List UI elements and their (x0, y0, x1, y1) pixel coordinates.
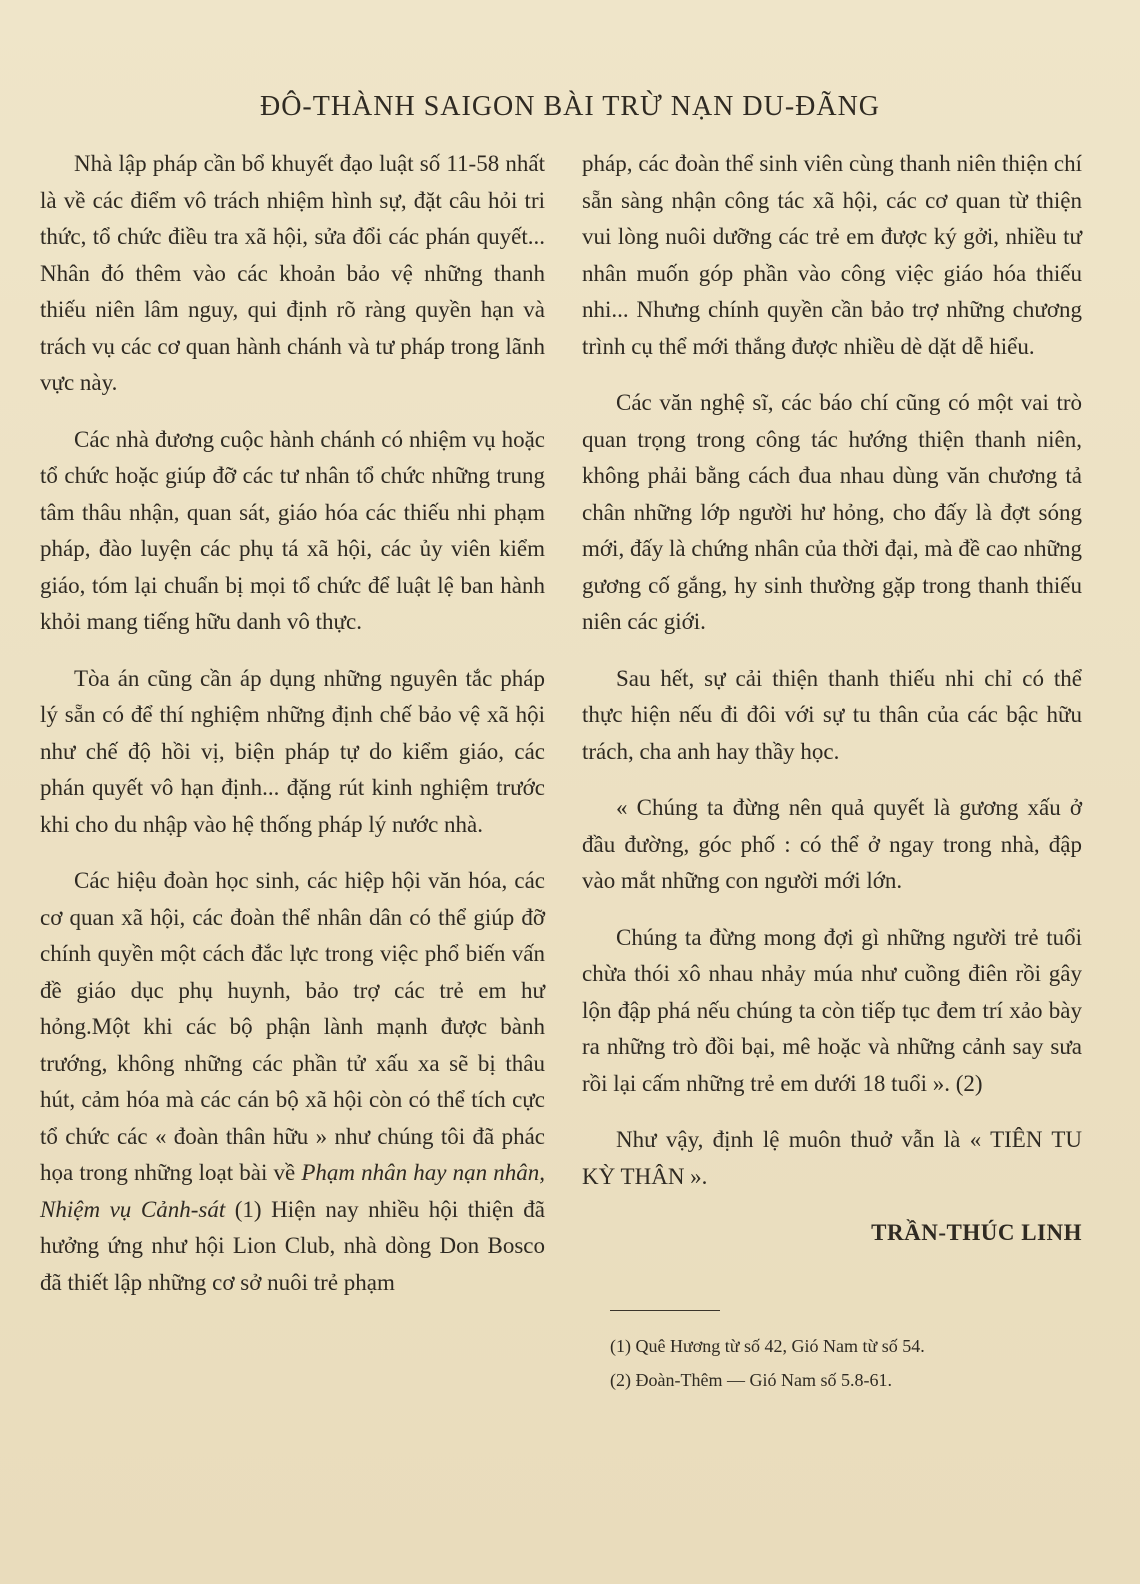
paragraph-continuation: pháp, các đoàn thể sinh viên cùng thanh niên thiện chí sẵn sàng nhận công tác xã hội, các cơ quan từ thiện vui lòng nuôi dưỡng các trẻ em được ký gởi, nhiều tư nhân muốn góp phần vào công việc giáo hóa thiếu nhi... Nhưng chính quyền cần bảo trợ những chương trình cụ thể mới thắng được nhiều dè dặt dễ hiểu. (582, 151, 1082, 359)
footnote-divider (610, 1310, 720, 1311)
italic-series-title: Phạm nhân hay nạn nhân, Nhiệm vụ Cảnh-sát (40, 1160, 545, 1222)
quote-paragraph: Chúng ta đừng mong đợi gì những người trẻ tuổi chừa thói xô nhau nhảy múa như cuồng điên rồi gây lộn đập phá nếu chúng ta còn tiếp tục đem trí xảo bày ra những trò đồi bại, mê hoặc và những cảnh say sưa rồi lại cấm những trẻ em dưới 18 tuổi ». (2) (582, 924, 1082, 1096)
paragraph (40, 863, 545, 1301)
left-column (40, 146, 545, 1321)
author-signature: TRẦN-THÚC LINH (871, 1220, 1082, 1245)
paragraph: Các văn nghệ sĩ, các báo chí cũng có một vai trò quan trọng trong công tác hướng thiện thanh niên, không phải bằng cách đua nhau dùng văn chương tả chân những lớp người hư hỏng, cho đấy là đợt sóng mới, đấy là chứng nhân của thời đại, mà đề cao những gương cố gắng, hy sinh thường gặp trong thanh thiếu niên các giới. (582, 390, 1082, 634)
footnote: (1) Quê Hương từ số 42, Gió Nam từ số 54. (610, 1335, 925, 1356)
paragraph-text: Các hiệu đoàn học sinh, các hiệp hội văn hóa, các cơ quan xã hội, các đoàn thể nhân dân có thể giúp đỡ chính quyền một cách đắc lực trong việc phổ biến vấn đề giáo dục phụ huynh, bảo trợ các trẻ em hư hỏng.Một khi các bộ phận lành mạnh được bành trướng, không những các phần tử xấu xa sẽ bị thâu hút, cảm hóa mà các cán bộ xã hội còn có thể tích cực tổ chức các « đoàn thân hữu » như chúng tôi đã phác họa trong những loạt bài về (40, 868, 545, 1185)
paragraph: Các nhà đương cuộc hành chánh có nhiệm vụ hoặc tổ chức hoặc giúp đỡ các tư nhân tổ chức những trung tâm thâu nhận, quan sát, giáo hóa các thiếu nhi phạm pháp, đào luyện các phụ tá xã hội, các ủy viên kiểm giáo, tóm lại chuẩn bị mọi tổ chức để luật lệ ban hành khỏi mang tiếng hữu danh vô thực. (40, 426, 545, 634)
paragraph: Tòa án cũng cần áp dụng những nguyên tắc pháp lý sẵn có để thí nghiệm những định chế bảo vệ xã hội như chế độ hồi vị, biện pháp tự do kiểm giáo, các phán quyết vô hạn định... đặng rút kinh nghiệm trước khi cho du nhập vào hệ thống pháp lý nước nhà. (40, 665, 545, 837)
paragraph: Sau hết, sự cải thiện thanh thiếu nhi chỉ có thể thực hiện nếu đi đôi với sự tu thân của các bậc hữu trách, cha anh hay thầy học. (582, 665, 1082, 764)
right-column (582, 146, 1082, 1397)
article-title: ĐÔ-THÀNH SAIGON BÀI TRỪ NẠN DU-ĐÃNG (259, 90, 881, 122)
paragraph: Nhà lập pháp cần bổ khuyết đạo luật số 11-58 nhất là về các điểm vô trách nhiệm hình sự, đặt câu hỏi tri thức, tổ chức điều tra xã hội, sửa đổi các phán quyết... Nhân đó thêm vào các khoản bảo vệ những thanh thiếu niên lâm nguy, qui định rõ ràng quyền hạn và trách vụ các cơ quan hành chánh và tư pháp trong lãnh vực này. (40, 151, 545, 395)
closing-paragraph: Như vậy, định lệ muôn thuở vẫn là « TIÊN TU KỲ THÂN ». (582, 1127, 1082, 1189)
footnote: (2) Đoàn-Thêm — Gió Nam số 5.8-61. (610, 1369, 892, 1390)
quote-paragraph: « Chúng ta đừng nên quả quyết là gương xấu ở đầu đường, góc phố : có thể ở ngay trong nhà, đập vào mắt những con người mới lớn. (582, 795, 1082, 893)
paragraph-text: (1) Hiện nay nhiều hội thiện đã hưởng ứng như hội Lion Club, nhà dòng Don Bosco đã thiết lập những cơ sở nuôi trẻ phạm (40, 1196, 545, 1295)
